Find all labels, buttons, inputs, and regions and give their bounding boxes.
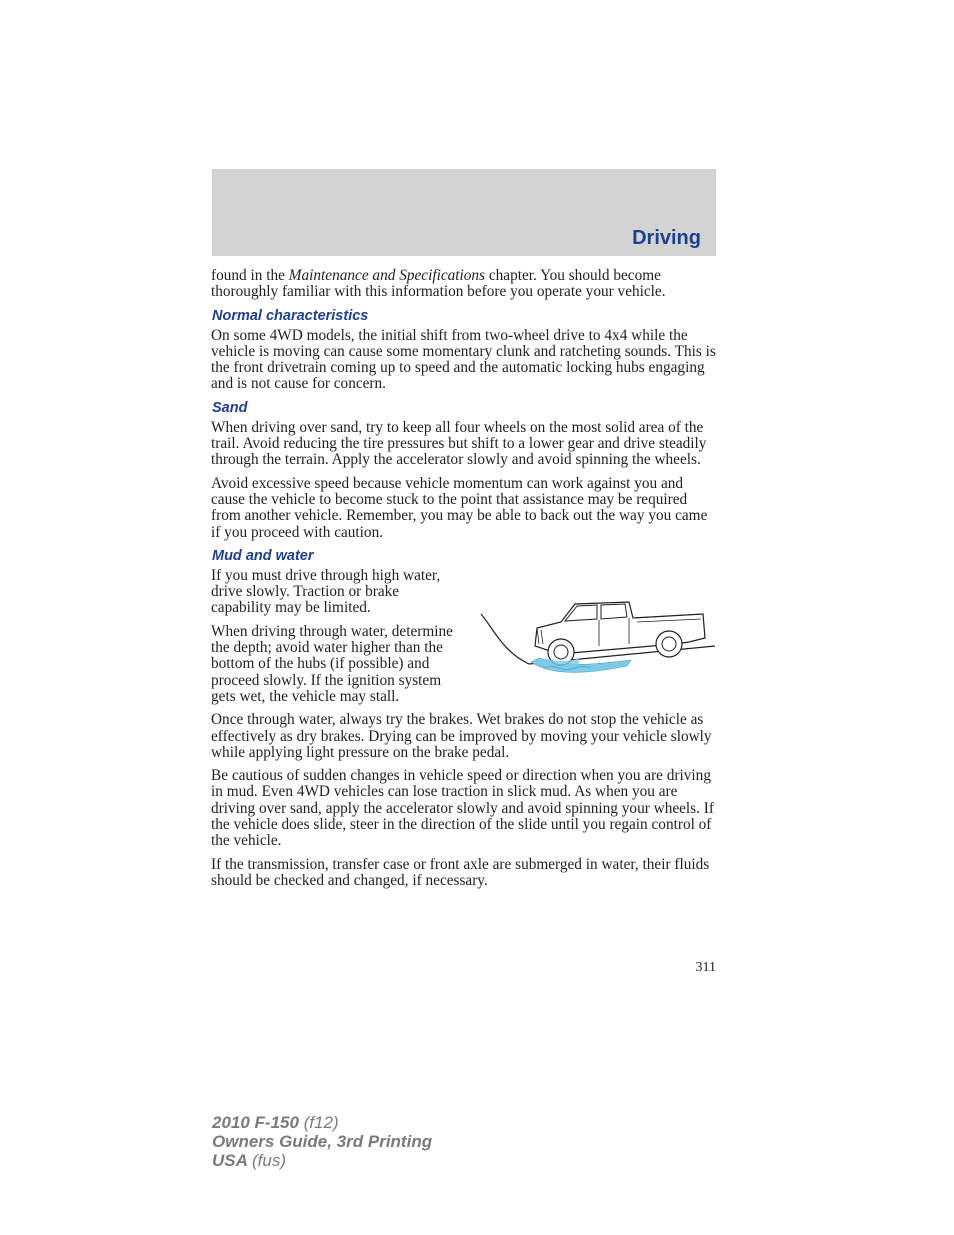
pickup-truck-in-water-icon bbox=[479, 588, 719, 688]
mud-paragraph-5: If the transmission, transfer case or front axle are submerged in water, their fluids should be checked and changed, if necessary. bbox=[211, 855, 710, 889]
footer-region-line bbox=[212, 1151, 432, 1170]
mud-paragraph-4: Be cautious of sudden changes in vehicle speed or direction when you are driving in mud. Even 4WD vehicles can lose traction in slick mud. As when you are driving over sand, apply the accelerator slowly and avoid spinning your wheels. If the vehicle does slide, steer in the direction of the slide until you regain control of the vehicle. bbox=[211, 767, 714, 850]
mud-paragraph-1: If you must drive through high water, drive slowly. Traction or brake capability may be limited. bbox=[211, 566, 441, 617]
intro-chapter-reference: Maintenance and Specifications bbox=[288, 267, 486, 284]
page-number: 311 bbox=[695, 960, 716, 975]
mud-paragraph-3: Once through water, always try the brakes. Wet brakes do not stop the vehicle as effectively as dry brakes. Drying can be improved by moving your vehicle slowly while applying light pressure on the brake pedal. bbox=[211, 711, 712, 761]
mud-text-with-illustration bbox=[211, 568, 716, 705]
sand-paragraph-2: Avoid excessive speed because vehicle momentum can work against you and cause the vehicle to become stuck to the point that assistance may be required from another vehicle. Remember, you may be able to back out the way you came if you proceed with caution. bbox=[211, 474, 708, 541]
intro-paragraph bbox=[211, 268, 716, 301]
heading-normal-characteristics: Normal characteristics bbox=[212, 307, 369, 324]
mud-side-text bbox=[211, 568, 461, 705]
page-content bbox=[211, 268, 716, 896]
document-footer bbox=[212, 1113, 432, 1170]
section-header-band bbox=[212, 169, 716, 256]
footer-region-code: (fus) bbox=[252, 1151, 286, 1170]
sand-paragraph-1: When driving over sand, try to keep all four wheels on the most solid area of the trail. Avoid reducing the tire pressures but shift to a lower gear and drive steadily through the terrain. Apply the accelerator slowly and avoid spinning the wheels. bbox=[211, 418, 707, 469]
mud-paragraph-2: When driving through water, determine the depth; avoid water higher than the bottom of the hubs (if possible) and proceed slowly. If the ignition system gets wet, the vehicle may stall. bbox=[211, 622, 453, 705]
normal-paragraph-1: On some 4WD models, the initial shift from two-wheel drive to 4x4 while the vehicle is moving can cause some momentary clunk and ratcheting sounds. This is the front drivetrain coming up to speed and the automatic locking hubs engaging and is not cause for concern. bbox=[211, 326, 716, 393]
footer-region: USA bbox=[212, 1151, 248, 1170]
intro-text-before: found in the bbox=[211, 267, 289, 284]
section-title: Driving bbox=[632, 227, 701, 249]
footer-guide-line: Owners Guide, 3rd Printing bbox=[212, 1132, 433, 1151]
intro-text-after: chapter. You should become thoroughly familiar with this information before you operate your vehicle. bbox=[211, 267, 666, 301]
footer-model-code: (f12) bbox=[303, 1113, 339, 1132]
heading-mud-and-water: Mud and water bbox=[212, 547, 314, 564]
footer-model: 2010 F-150 bbox=[212, 1113, 299, 1132]
footer-model-line bbox=[212, 1113, 432, 1132]
heading-sand: Sand bbox=[212, 399, 248, 416]
